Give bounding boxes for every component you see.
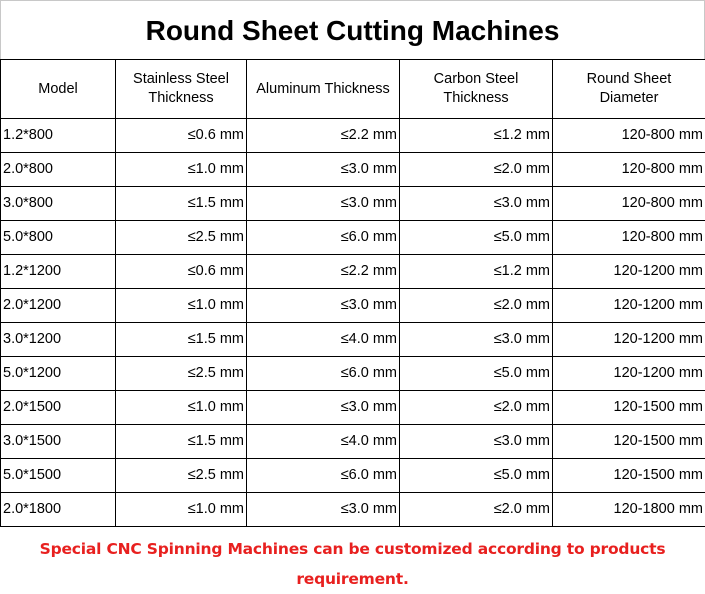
cell-model: 2.0*1200 [1, 289, 116, 323]
table-row [1, 119, 705, 153]
table-row [1, 323, 705, 357]
cell-diameter: 120-800 mm [553, 187, 705, 221]
table-row [1, 493, 705, 527]
cell-aluminum: ≤4.0 mm [247, 425, 400, 459]
cell-stainless: ≤0.6 mm [116, 119, 247, 153]
spec-table [0, 59, 705, 527]
cell-diameter: 120-1800 mm [553, 493, 705, 527]
cell-carbon: ≤3.0 mm [400, 425, 553, 459]
cell-aluminum: ≤6.0 mm [247, 221, 400, 255]
cell-diameter: 120-800 mm [553, 119, 705, 153]
cell-stainless: ≤1.0 mm [116, 153, 247, 187]
cell-aluminum: ≤3.0 mm [247, 391, 400, 425]
cell-stainless: ≤1.0 mm [116, 391, 247, 425]
cell-model: 2.0*1800 [1, 493, 116, 527]
cell-diameter: 120-800 mm [553, 153, 705, 187]
cell-model: 3.0*1500 [1, 425, 116, 459]
cell-carbon: ≤5.0 mm [400, 459, 553, 493]
table-row [1, 255, 705, 289]
cell-carbon: ≤2.0 mm [400, 153, 553, 187]
cell-model: 2.0*1500 [1, 391, 116, 425]
cell-diameter: 120-1500 mm [553, 391, 705, 425]
cell-model: 5.0*800 [1, 221, 116, 255]
customization-note: Special CNC Spinning Machines can be customized according to products requirement. [0, 534, 705, 564]
cell-stainless: ≤1.5 mm [116, 323, 247, 357]
cell-carbon: ≤3.0 mm [400, 323, 553, 357]
header-stainless-steel-thickness: Stainless Steel Thickness [116, 60, 247, 119]
table-row [1, 221, 705, 255]
cell-carbon: ≤5.0 mm [400, 221, 553, 255]
header-carbon-steel-thickness: Carbon Steel Thickness [400, 60, 553, 119]
cell-stainless: ≤1.5 mm [116, 425, 247, 459]
cell-aluminum: ≤3.0 mm [247, 493, 400, 527]
cell-aluminum: ≤3.0 mm [247, 289, 400, 323]
header-aluminum-thickness: Aluminum Thickness [247, 60, 400, 119]
header-model: Model [1, 60, 116, 119]
cell-carbon: ≤2.0 mm [400, 391, 553, 425]
cell-carbon: ≤1.2 mm [400, 119, 553, 153]
cell-aluminum: ≤3.0 mm [247, 153, 400, 187]
cell-stainless: ≤2.5 mm [116, 221, 247, 255]
cell-aluminum: ≤3.0 mm [247, 187, 400, 221]
cell-model: 3.0*800 [1, 187, 116, 221]
cell-carbon: ≤1.2 mm [400, 255, 553, 289]
cell-stainless: ≤1.0 mm [116, 289, 247, 323]
cell-aluminum: ≤6.0 mm [247, 357, 400, 391]
cell-model: 2.0*800 [1, 153, 116, 187]
cell-stainless: ≤0.6 mm [116, 255, 247, 289]
cell-carbon: ≤3.0 mm [400, 187, 553, 221]
cell-model: 5.0*1200 [1, 357, 116, 391]
table-row [1, 187, 705, 221]
table-row [1, 425, 705, 459]
page-title: Round Sheet Cutting Machines [0, 0, 705, 60]
cell-diameter: 120-1500 mm [553, 459, 705, 493]
cell-diameter: 120-1200 mm [553, 323, 705, 357]
header-row [1, 60, 705, 119]
cell-aluminum: ≤4.0 mm [247, 323, 400, 357]
cell-diameter: 120-1200 mm [553, 357, 705, 391]
table-row [1, 357, 705, 391]
cell-diameter: 120-1200 mm [553, 255, 705, 289]
cell-model: 1.2*1200 [1, 255, 116, 289]
cell-carbon: ≤2.0 mm [400, 493, 553, 527]
table-row [1, 391, 705, 425]
cell-carbon: ≤5.0 mm [400, 357, 553, 391]
table-row [1, 459, 705, 493]
cell-stainless: ≤1.0 mm [116, 493, 247, 527]
header-round-sheet-diameter: Round Sheet Diameter [553, 60, 705, 119]
cell-stainless: ≤1.5 mm [116, 187, 247, 221]
cell-stainless: ≤2.5 mm [116, 459, 247, 493]
cell-aluminum: ≤6.0 mm [247, 459, 400, 493]
cell-aluminum: ≤2.2 mm [247, 255, 400, 289]
cell-aluminum: ≤2.2 mm [247, 119, 400, 153]
table-row [1, 289, 705, 323]
cell-model: 5.0*1500 [1, 459, 116, 493]
cell-model: 1.2*800 [1, 119, 116, 153]
cell-stainless: ≤2.5 mm [116, 357, 247, 391]
cell-diameter: 120-800 mm [553, 221, 705, 255]
cell-carbon: ≤2.0 mm [400, 289, 553, 323]
cell-diameter: 120-1200 mm [553, 289, 705, 323]
cell-diameter: 120-1500 mm [553, 425, 705, 459]
cell-model: 3.0*1200 [1, 323, 116, 357]
table-row [1, 153, 705, 187]
